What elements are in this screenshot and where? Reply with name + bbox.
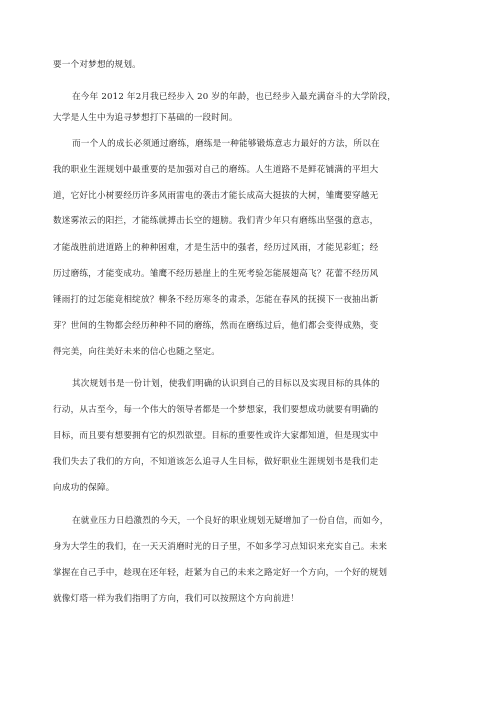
- paragraph-line: 大学是人生中为追寻梦想打下基础的一段时间。: [53, 113, 238, 123]
- paragraph-line: 数迷雾浓云的阳拦，才能练就搏击长空的翅膀。我们青少年只有磨练出坚强的意志，: [53, 216, 379, 226]
- paragraph-line: 锤雨打的过怎能竟相绽放？柳条不经历寒冬的肃杀，怎能在春风的抚摸下一夜抽出新: [53, 295, 379, 305]
- paragraph-line: 道，它好比小树要经历许多风雨雷电的袭击才能长成高大挺拔的大树，雏鹰要穿越无: [53, 191, 379, 201]
- paragraph-line: 目标，而且要有想要拥有它的炽烈欲望。目标的重要性或许大家都知道，但是现实中: [53, 431, 379, 441]
- paragraph-line: 而一个人的成长必须通过磨练，磨练是一种能够锻炼意志力最好的方法，所以在: [72, 139, 380, 149]
- paragraph-line: 在今年 2012 年2月我已经步入 20 岁的年龄，也已经步入最充满奋斗的大学阶段，: [72, 92, 397, 102]
- paragraph-line: 其次规划书是一份计划，使我们明确的认识到自己的目标以及实现目标的具体的: [72, 379, 380, 389]
- paragraph-line: 身为大学生的我们，在一天天消磨时光的日子里，不如多学习点知识来充实自己。未来: [53, 542, 388, 552]
- paragraph-line: 历过磨练，才能变成功。雏鹰不经历悬崖上的生死考验怎能展翅高飞？花蕾不经历风: [53, 269, 379, 279]
- paragraph-line: 才能战胜前进道路上的种种困难，才是生活中的强者，经历过风雨，才能见彩虹；经: [53, 243, 379, 253]
- paragraph-line: 就像灯塔一样为我们指明了方向，我们可以按照这个方向前进！: [53, 594, 300, 604]
- paragraph-line: 在就业压力日趋激烈的今天，一个良好的职业规划无疑增加了一份自信，而如今，: [72, 516, 389, 526]
- text-line: 要一个对梦想的规划。: [53, 60, 141, 70]
- paragraph-line: 我的职业生涯规划中最重要的是加强对自己的磨练。人生道路不是鲜花铺满的平坦大: [53, 165, 379, 175]
- paragraph-line: 行动，从古至今，每一个伟大的领导者都是一个梦想家，我们要想成功就要有明确的: [53, 405, 379, 415]
- paragraph-line: 向成功的保障。: [53, 483, 115, 493]
- paragraph-line: 芽？世间的生物都会经历种种不同的磨练，然而在磨练过后，他们都会变得成熟，变: [53, 321, 379, 331]
- paragraph-line: 得完美，向往美好未来的信心也随之坚定。: [53, 347, 221, 357]
- paragraph-line: 我们失去了我们的方向，不知道该怎么追寻人生目标，做好职业生涯规划书是我们走: [53, 457, 379, 467]
- paragraph-line: 掌握在自己手中，趁现在还年轻，赶紧为自己的未来之路定好一个方向，一个好的规划: [53, 568, 388, 578]
